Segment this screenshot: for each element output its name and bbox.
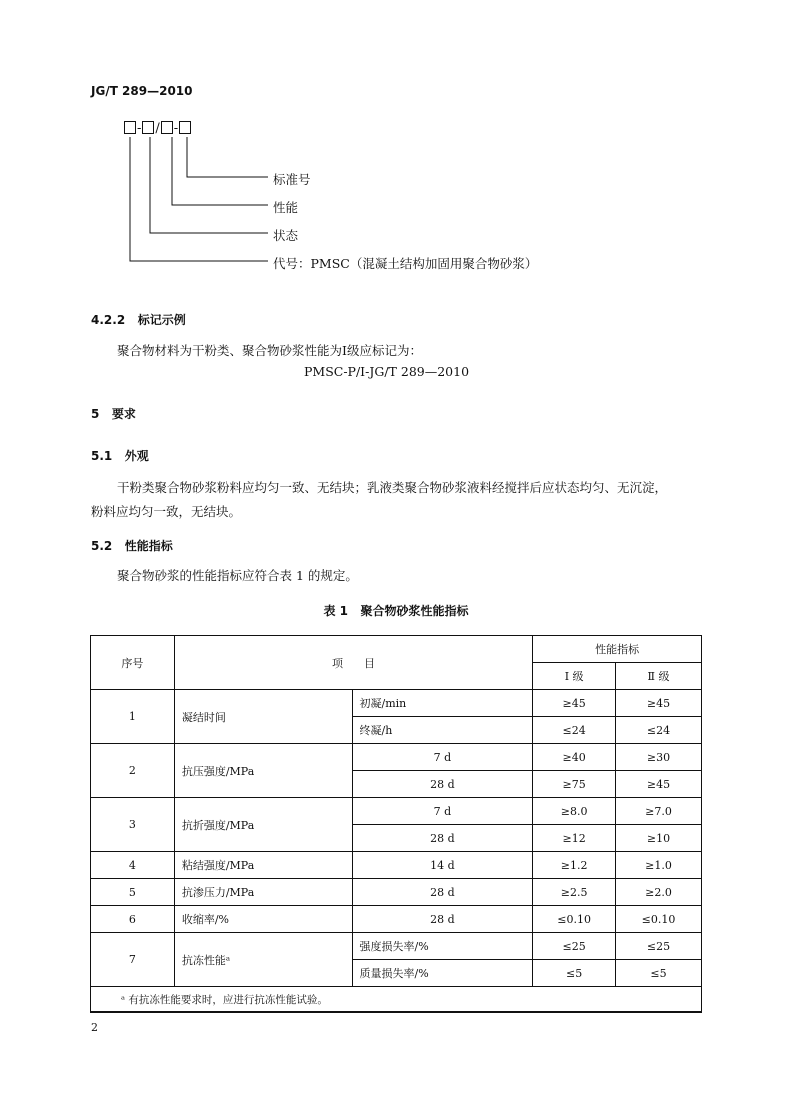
table-row bbox=[91, 798, 702, 825]
label-state: 状态 bbox=[273, 228, 299, 243]
header-grade-1: Ⅰ 级 bbox=[533, 663, 616, 690]
grade-2-value: ≥30 bbox=[616, 744, 702, 771]
row-condition: 7 d bbox=[352, 798, 533, 825]
table-footnote: ᵃ 有抗冻性能要求时，应进行抗冻性能试验。 bbox=[91, 987, 702, 1013]
row-condition: 质量损失率/% bbox=[352, 960, 533, 987]
row-no: 5 bbox=[91, 879, 175, 906]
code-separator: - bbox=[137, 121, 142, 136]
grade-2-value: ≥10 bbox=[616, 825, 702, 852]
row-condition: 强度损失率/% bbox=[352, 933, 533, 960]
heading-5: 5 要求 bbox=[91, 407, 136, 421]
grade-2-value: ≤24 bbox=[616, 717, 702, 744]
row-item: 收缩率/% bbox=[174, 906, 352, 933]
row-item: 抗折强度/MPa bbox=[174, 798, 352, 852]
table-row bbox=[91, 852, 702, 879]
paragraph-5-2: 聚合物砂浆的性能指标应符合表 1 的规定。 bbox=[117, 568, 358, 583]
standard-header: JG/T 289—2010 bbox=[91, 84, 193, 98]
row-condition: 初凝/min bbox=[352, 690, 533, 717]
table-row bbox=[91, 744, 702, 771]
header-no: 序号 bbox=[91, 636, 175, 690]
row-condition: 28 d bbox=[352, 879, 533, 906]
grade-1-value: ≤0.10 bbox=[533, 906, 616, 933]
grade-1-value: ≥2.5 bbox=[533, 879, 616, 906]
row-item: 抗渗压力/MPa bbox=[174, 879, 352, 906]
row-item: 抗压强度/MPa bbox=[174, 744, 352, 798]
grade-2-value: ≤5 bbox=[616, 960, 702, 987]
row-condition: 28 d bbox=[352, 771, 533, 798]
performance-table bbox=[90, 635, 702, 1013]
row-no: 7 bbox=[91, 933, 175, 987]
marking-leader-lines bbox=[0, 0, 792, 280]
row-item: 凝结时间 bbox=[174, 690, 352, 744]
code-separator: / bbox=[155, 121, 160, 136]
grade-1-value: ≥8.0 bbox=[533, 798, 616, 825]
row-condition: 7 d bbox=[352, 744, 533, 771]
row-no: 2 bbox=[91, 744, 175, 798]
grade-1-value: ≥45 bbox=[533, 690, 616, 717]
grade-1-value: ≥12 bbox=[533, 825, 616, 852]
paragraph-5-1-line2: 粉料应均匀一致，无结块。 bbox=[91, 504, 242, 519]
label-performance: 性能 bbox=[273, 200, 299, 215]
grade-2-value: ≥45 bbox=[616, 690, 702, 717]
row-condition: 28 d bbox=[352, 825, 533, 852]
grade-1-value: ≤5 bbox=[533, 960, 616, 987]
heading-5-2: 5.2 性能指标 bbox=[91, 539, 173, 553]
grade-1-value: ≤25 bbox=[533, 933, 616, 960]
grade-2-value: ≤0.10 bbox=[616, 906, 702, 933]
grade-1-value: ≥1.2 bbox=[533, 852, 616, 879]
row-condition: 14 d bbox=[352, 852, 533, 879]
row-item: 粘结强度/MPa bbox=[174, 852, 352, 879]
grade-1-value: ≥75 bbox=[533, 771, 616, 798]
row-condition: 28 d bbox=[352, 906, 533, 933]
row-no: 4 bbox=[91, 852, 175, 879]
label-code: 代号：PMSC（混凝土结构加固用聚合物砂浆） bbox=[273, 256, 538, 271]
row-no: 1 bbox=[91, 690, 175, 744]
grade-2-value: ≥7.0 bbox=[616, 798, 702, 825]
marking-example: PMSC-P/Ⅰ-JG/T 289—2010 bbox=[304, 364, 470, 379]
row-no: 3 bbox=[91, 798, 175, 852]
grade-1-value: ≥40 bbox=[533, 744, 616, 771]
row-condition: 终凝/h bbox=[352, 717, 533, 744]
header-performance: 性能指标 bbox=[533, 636, 702, 663]
code-separator: - bbox=[173, 121, 179, 136]
heading-5-1: 5.1 外观 bbox=[91, 449, 149, 463]
grade-2-value: ≥45 bbox=[616, 771, 702, 798]
heading-4-2-2: 4.2.2 标记示例 bbox=[91, 313, 186, 327]
grade-2-value: ≥2.0 bbox=[616, 879, 702, 906]
table-row bbox=[91, 879, 702, 906]
row-no: 6 bbox=[91, 906, 175, 933]
table-row bbox=[91, 690, 702, 717]
table-row bbox=[91, 906, 702, 933]
table-caption: 表 1 聚合物砂浆性能指标 bbox=[323, 604, 469, 618]
paragraph-5-1-line1: 干粉类聚合物砂浆粉料应均匀一致、无结块；乳液类聚合物砂浆液料经搅拌后应状态均匀、无沉淀， bbox=[117, 480, 668, 495]
grade-1-value: ≤24 bbox=[533, 717, 616, 744]
page-number: 2 bbox=[91, 1021, 98, 1034]
table-row bbox=[91, 933, 702, 960]
grade-2-value: ≤25 bbox=[616, 933, 702, 960]
grade-2-value: ≥1.0 bbox=[616, 852, 702, 879]
header-grade-2: Ⅱ 级 bbox=[616, 663, 702, 690]
header-item: 项 目 bbox=[174, 636, 532, 690]
label-standard-number: 标准号 bbox=[273, 172, 311, 187]
row-item: 抗冻性能ᵃ bbox=[174, 933, 352, 987]
paragraph-4-2-2: 聚合物材料为干粉类、聚合物砂浆性能为Ⅰ级应标记为： bbox=[117, 343, 422, 358]
